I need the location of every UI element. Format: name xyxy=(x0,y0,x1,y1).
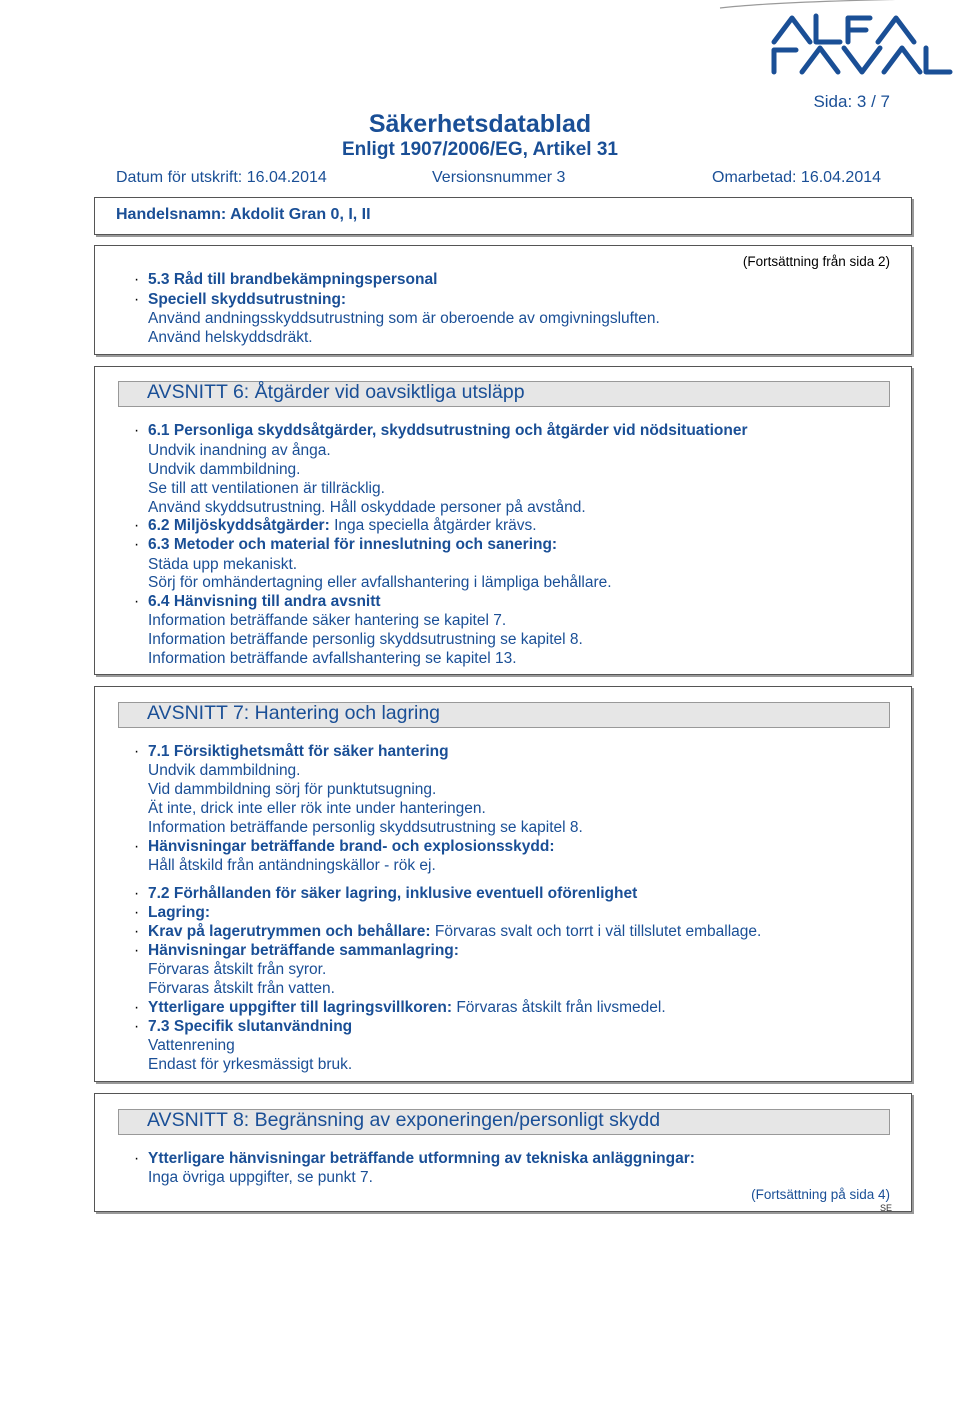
text-line: Information beträffande säker hantering se kapitel 7. xyxy=(148,612,507,629)
storage-requirements-label: Krav på lagerutrymmen och behållare: xyxy=(148,923,431,940)
text-line: Vattenrening xyxy=(148,1037,235,1054)
bullet: · xyxy=(134,942,140,959)
bullet: · xyxy=(134,1018,140,1035)
document-subtitle: Enligt 1907/2006/EG, Artikel 31 xyxy=(342,139,618,160)
text-line: Sörj för omhändertagning eller avfallshantering i lämpliga behållare. xyxy=(148,574,612,591)
text-line: Städa upp mekaniskt. xyxy=(148,556,298,573)
section-7-heading: AVSNITT 7: Hantering och lagring xyxy=(147,702,441,724)
joint-storage-title: Hänvisningar beträffande sammanlagring: xyxy=(148,942,459,959)
bullet: · xyxy=(134,271,140,288)
storage-requirements xyxy=(148,922,761,941)
storage-conditions xyxy=(148,998,666,1017)
fire-protection-title: Hänvisningar beträffande brand- och explosionsskydd: xyxy=(148,838,555,855)
bullet: · xyxy=(134,743,140,760)
bullet: · xyxy=(134,1150,140,1167)
subsection-6-2 xyxy=(148,516,537,535)
print-date: Datum för utskrift: 16.04.2014 xyxy=(116,169,327,186)
page-number: Sida: 3 / 7 xyxy=(813,92,890,111)
technical-facilities-title: Ytterligare hänvisningar beträffande utformning av tekniska anläggningar: xyxy=(148,1150,695,1167)
continued-on: (Fortsättning på sida 4) xyxy=(751,1187,890,1202)
text-line: Använd helskyddsdräkt. xyxy=(148,329,313,346)
subsection-6-2-value: Inga speciella åtgärder krävs. xyxy=(334,517,537,534)
section-6-heading: AVSNITT 6: Åtgärder vid oavsiktliga utsläpp xyxy=(147,381,525,403)
storage-conditions-value: Förvaras åtskilt från livsmedel. xyxy=(456,999,666,1016)
bullet: · xyxy=(134,838,140,855)
text-line: Undvik dammbildning. xyxy=(148,461,301,478)
bullet: · xyxy=(134,885,140,902)
text-line: Inga övriga uppgifter, se punkt 7. xyxy=(148,1169,373,1186)
continued-from: (Fortsättning från sida 2) xyxy=(742,254,890,269)
revised-date: Omarbetad: 16.04.2014 xyxy=(712,169,882,186)
text-line: Håll åtskild från antändningskällor - rök ej. xyxy=(148,857,436,874)
language-code: SE xyxy=(880,1203,893,1213)
alfa-laval-logo xyxy=(712,0,960,80)
subsection-7-2-title: 7.2 Förhållanden för säker lagring, inklusive eventuell oförenlighet xyxy=(148,885,638,902)
subsection-6-2-label: 6.2 Miljöskyddsåtgärder: xyxy=(148,517,330,534)
bullet: · xyxy=(134,999,140,1016)
storage-label: Lagring: xyxy=(148,904,210,921)
trade-name: Handelsnamn: Akdolit Gran 0, I, II xyxy=(116,206,371,223)
bullet: · xyxy=(134,536,140,553)
text-line: Information beträffande avfallshantering se kapitel 13. xyxy=(148,650,517,667)
text-line: Använd andningsskyddsutrustning som är oberoende av omgivningsluften. xyxy=(148,310,660,327)
subsection-5-3-title: 5.3 Råd till brandbekämpningspersonal xyxy=(148,271,438,288)
text-line: Information beträffande personlig skyddsutrustning se kapitel 8. xyxy=(148,819,583,836)
document-title: Säkerhetsdatablad xyxy=(368,110,592,138)
version-number: Versionsnummer 3 xyxy=(432,169,566,186)
text-line: Vid dammbildning sörj för punktutsugning. xyxy=(148,781,437,798)
bullet: · xyxy=(134,422,140,439)
text-line: Se till att ventilationen är tillräcklig. xyxy=(148,480,385,497)
text-line: Endast för yrkesmässigt bruk. xyxy=(148,1056,353,1073)
bullet: · xyxy=(134,904,140,921)
subsection-6-1-title: 6.1 Personliga skyddsåtgärder, skyddsutrustning och åtgärder vid nödsituationer xyxy=(148,422,748,439)
text-line: Undvik inandning av ånga. xyxy=(148,442,331,459)
subsection-6-4-title: 6.4 Hänvisning till andra avsnitt xyxy=(148,593,381,610)
bullet: · xyxy=(134,291,140,308)
section-8-heading: AVSNITT 8: Begränsning av exponeringen/personligt skydd xyxy=(147,1109,661,1131)
text-line: Information beträffande personlig skyddsutrustning se kapitel 8. xyxy=(148,631,583,648)
bullet: · xyxy=(134,593,140,610)
storage-conditions-label: Ytterligare uppgifter till lagringsvillkoren: xyxy=(148,999,453,1016)
bullet: · xyxy=(134,517,140,534)
text-line: Förvaras åtskilt från vatten. xyxy=(148,980,335,997)
bullet: · xyxy=(134,923,140,940)
subsection-7-1-title: 7.1 Försiktighetsmått för säker hantering xyxy=(148,743,449,760)
text-line: Ät inte, drick inte eller rök inte under hanteringen. xyxy=(148,800,486,817)
subsection-6-3-title: 6.3 Metoder och material för inneslutning och sanering: xyxy=(148,536,558,553)
text-line: Undvik dammbildning. xyxy=(148,762,301,779)
storage-requirements-value: Förvaras svalt och torrt i väl tillslutet emballage. xyxy=(434,923,762,940)
special-equipment-label: Speciell skyddsutrustning: xyxy=(148,291,347,308)
text-line: Använd skyddsutrustning. Håll oskyddade personer på avstånd. xyxy=(148,499,586,516)
text-line: Förvaras åtskilt från syror. xyxy=(148,961,327,978)
subsection-7-3-title: 7.3 Specifik slutanvändning xyxy=(148,1018,353,1035)
